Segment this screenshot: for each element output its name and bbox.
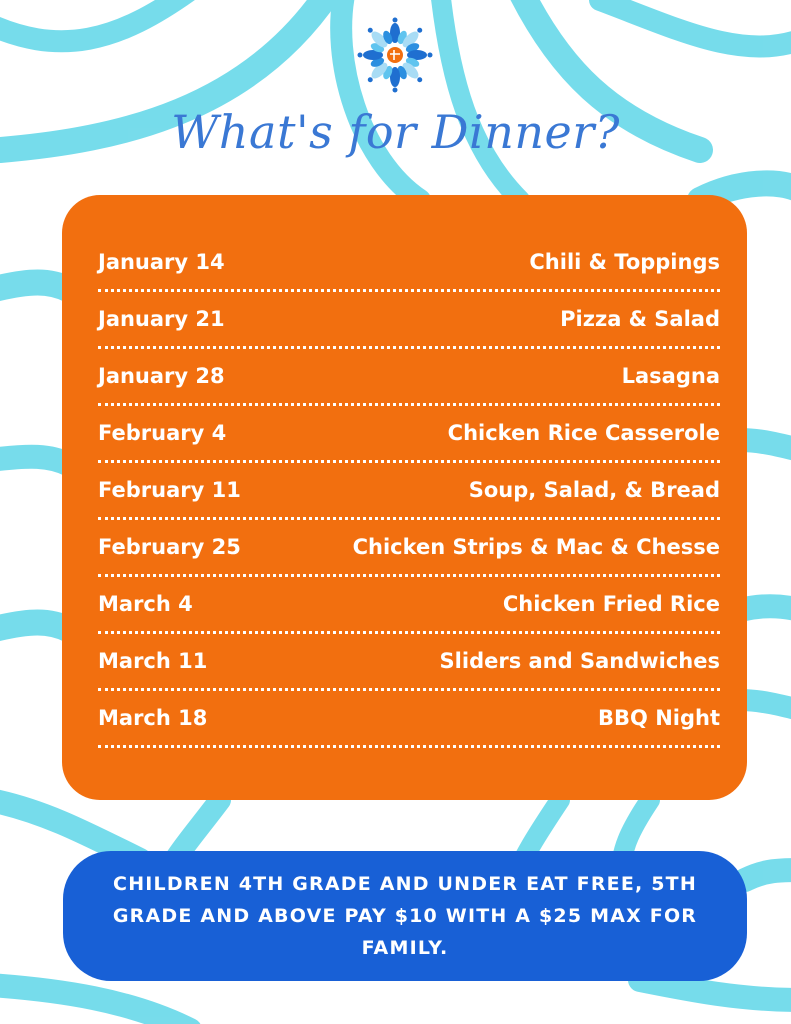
menu-row: [98, 520, 720, 577]
menu-date: January 21: [98, 307, 225, 331]
menu-date: March 11: [98, 649, 208, 673]
page-title: What's for Dinner?: [171, 105, 620, 159]
menu-dish: Chicken Strips & Mac & Chesse: [352, 535, 720, 559]
menu-row: [98, 292, 720, 349]
menu-dish: Pizza & Salad: [560, 307, 720, 331]
menu-date: March 4: [98, 592, 193, 616]
flower-burst-icon: [355, 15, 435, 95]
menu-date: February 25: [98, 535, 241, 559]
menu-dish: Chicken Rice Casserole: [447, 421, 720, 445]
menu-dish: Chicken Fried Rice: [502, 592, 720, 616]
menu-dish: Lasagna: [621, 364, 720, 388]
dinner-menu-card: [62, 195, 747, 800]
menu-dish: Chili & Toppings: [529, 250, 720, 274]
menu-dish: Sliders and Sandwiches: [439, 649, 720, 673]
menu-row: [98, 349, 720, 406]
menu-row: [98, 634, 720, 691]
menu-date: January 28: [98, 364, 225, 388]
menu-date: March 18: [98, 706, 208, 730]
menu-row: [98, 691, 720, 748]
menu-row: [98, 406, 720, 463]
menu-date: February 4: [98, 421, 227, 445]
menu-dish: BBQ Night: [598, 706, 720, 730]
menu-row: [98, 577, 720, 634]
menu-row: [98, 463, 720, 520]
menu-date: January 14: [98, 250, 225, 274]
menu-dish: Soup, Salad, & Bread: [468, 478, 720, 502]
menu-date: February 11: [98, 478, 241, 502]
pricing-note-box: [63, 851, 747, 981]
pricing-note-text: CHILDREN 4TH GRADE AND UNDER EAT FREE, 5TH GRADE AND ABOVE PAY $10 WITH A $25 MAX FOR FAMILY.: [112, 873, 698, 959]
menu-row: [98, 235, 720, 292]
